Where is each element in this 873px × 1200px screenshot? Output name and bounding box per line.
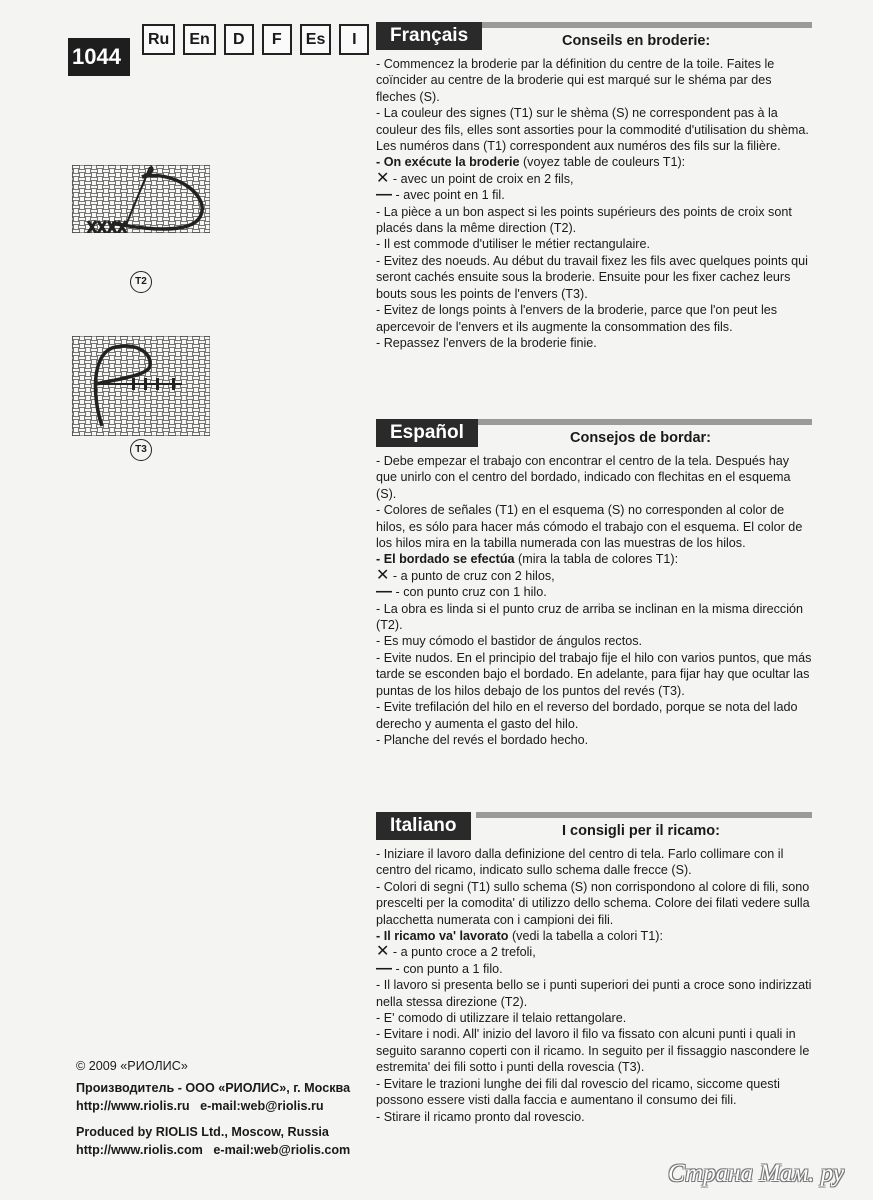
paragraph: - Evite nudos. En el principio del trabajo fije el hilo con varios puntos, que más tarde se esconden bajo el bordado. En adelante, para fijar hay que ocultar las puntas de los hilos debajo de los puntos del revés (T3). bbox=[376, 650, 812, 698]
section-body bbox=[376, 453, 812, 748]
paragraph: - Colori di segni (T1) sullo schema (S) non corrispondono al colore di fili, sono prescelti per la comodita' di utilizzo dello schema. Colore dei filati vedere sulla placchetta numerata con i campioni dei fili. bbox=[376, 879, 810, 927]
section-title: Français bbox=[376, 22, 482, 50]
section-italiano bbox=[376, 812, 812, 1125]
paragraph: - Evitare le trazioni lunghe dei fili dal rovescio del ricamo, siccome questi possono essere visti dalla faccia e aumentano il consumo dei fili. bbox=[376, 1076, 780, 1108]
paragraph: - Il est commode d'utiliser le métier rectangulaire. bbox=[376, 237, 650, 252]
language-selector bbox=[142, 24, 369, 55]
stitch-diagram-t2 bbox=[72, 165, 210, 233]
section-francais bbox=[376, 22, 812, 351]
section-subtitle: Consejos de bordar: bbox=[570, 430, 711, 446]
diagram-label-t3: T3 bbox=[130, 439, 152, 461]
lang-es: Es bbox=[300, 24, 332, 55]
lang-ru: Ru bbox=[142, 24, 175, 55]
backstitch-icon: — bbox=[376, 959, 392, 977]
paragraph: - Evitez des noeuds. Au début du travail fixez les fils avec quelques points qui seront cachés ensuite sous la broderie. Ensuite pour les fixer cachez leurs bouts sous les points de l'envers (T3). bbox=[376, 253, 808, 301]
paragraph: - La pièce a un bon aspect si les points supérieurs des points de croix sont placés dans la même direction (T2). bbox=[376, 204, 792, 236]
paragraph: - Evitare i nodi. All' inizio del lavoro il filo va fissato con alcuni punti i quali in seguito saranno coperti con il ricamo. In seguito per il fissaggio nascondere le estremita' dei fili sotto i punti della rovescia (T3). bbox=[376, 1027, 810, 1075]
stitch-diagram-t3 bbox=[72, 336, 210, 436]
paragraph: ✕ - a punto croce a 2 trefoli, bbox=[376, 943, 536, 961]
section-body bbox=[376, 846, 812, 1125]
lang-f: F bbox=[262, 24, 292, 55]
diagram-label-t2: T2 bbox=[130, 271, 152, 293]
paragraph: - Es muy cómodo el bastidor de ángulos rectos. bbox=[376, 634, 642, 649]
section-rule bbox=[476, 812, 812, 818]
paragraph: - On exécute la broderie (voyez table de couleurs T1): bbox=[376, 155, 686, 170]
paragraph: - Stirare il ricamo pronto dal rovescio. bbox=[376, 1109, 585, 1124]
paragraph: - Colores de señales (T1) en el esquema (S) no corresponden al color de hilos, es sólo para hacer más cómodo el trabajo con el esquema. El color de los hilos mira en la tabilla numerada con las muestras de los hilos. bbox=[376, 503, 803, 551]
section-espanol bbox=[376, 419, 812, 748]
paragraph: - Iniziare il lavoro dalla definizione del centro di tela. Farlo collimare con il centro del ricamo, indicato sullo schema dalle frecce (S). bbox=[376, 847, 784, 878]
watermark: Страна Мам. ру bbox=[668, 1160, 844, 1187]
paragraph: - Repassez l'envers de la broderie finie. bbox=[376, 335, 597, 350]
paragraph: - Evitez de longs points à l'envers de la broderie, parce que l'on peut les apercevoir de l'envers et ils augmente la consommation des fils. bbox=[376, 303, 778, 334]
cross-stitch-icon: ✕ bbox=[376, 169, 390, 187]
footer-manufacturer: Производитель - ООО «РИОЛИС», г. Москва bbox=[76, 1081, 351, 1095]
cross-stitch-icon: ✕ bbox=[376, 566, 390, 584]
paragraph: - Commencez la broderie par la définition du centre de la toile. Faites le coïncider au centre de la broderie qui est marqué sur le shéma par des fleches (S). bbox=[376, 57, 775, 104]
section-rule bbox=[476, 22, 812, 28]
lang-i: I bbox=[339, 24, 369, 55]
section-title: Español bbox=[376, 419, 478, 447]
backstitch-icon: — bbox=[376, 583, 392, 601]
paragraph: - La obra es linda si el punto cruz de arriba se inclinan en la misma dirección (T2). bbox=[376, 601, 804, 633]
paragraph: - Evite trefilación del hilo en el reverso del bordado, porque se nota del lado derecho y aumenta el gasto del hilo. bbox=[376, 700, 798, 731]
section-rule bbox=[476, 419, 812, 425]
paragraph: ✕ - a punto de cruz con 2 hilos, bbox=[376, 566, 555, 584]
paragraph: - Il lavoro si presenta bello se i punti superiori dei punti a croce sono indirizzati nella stessa direzione (T2). bbox=[376, 978, 812, 1009]
section-subtitle: I consigli per il ricamo: bbox=[562, 823, 720, 839]
paragraph: - Debe empezar el trabajo con encontrar el centro de la tela. Después hay que unirlo con el centro del bordado, indicado con flechitas en el esquema (S). bbox=[376, 454, 791, 501]
footer-copyright: © 2009 «РИОЛИС» bbox=[76, 1059, 188, 1073]
paragraph: ✕ - avec un point de croix en 2 fils, bbox=[376, 169, 574, 187]
footer-produced-by: Produced by RIOLIS Ltd., Moscow, Russia bbox=[76, 1125, 329, 1139]
paragraph: - Planche del revés el bordado hecho. bbox=[376, 732, 589, 747]
paragraph: - La couleur des signes (T1) sur le shèma (S) ne correspondent pas à la couleur des fils, elles sont assorties pour la commodité d'utilisation du shèma. Les numéros dans (T1) correspondent aux numéros des fils sur la filière. bbox=[376, 106, 809, 154]
paragraph: - El bordado se efectúa (mira la tabla de colores T1): bbox=[376, 552, 679, 567]
section-title: Italiano bbox=[376, 812, 471, 840]
paragraph: - E' comodo di utilizzare il telaio rettangolare. bbox=[376, 1011, 627, 1026]
lang-d: D bbox=[224, 24, 254, 55]
paragraph: — - con punto a 1 filo. bbox=[376, 959, 503, 977]
paragraph: - Il ricamo va' lavorato (vedi la tabella a colori T1): bbox=[376, 929, 663, 944]
lang-en: En bbox=[183, 24, 215, 55]
paragraph: — - avec point en 1 fil. bbox=[376, 186, 505, 204]
backstitch-icon: — bbox=[376, 186, 392, 204]
paragraph: — - con punto cruz con 1 hilo. bbox=[376, 583, 547, 601]
footer-contacts-com: http://www.riolis.com e-mail:web@riolis.com bbox=[76, 1143, 351, 1157]
cross-stitch-icon: ✕ bbox=[376, 943, 390, 961]
product-code: 1044 bbox=[68, 38, 130, 76]
footer-contacts-ru: http://www.riolis.ru e-mail:web@riolis.ru bbox=[76, 1099, 324, 1113]
section-subtitle: Conseils en broderie: bbox=[562, 33, 711, 49]
section-body bbox=[376, 56, 812, 351]
